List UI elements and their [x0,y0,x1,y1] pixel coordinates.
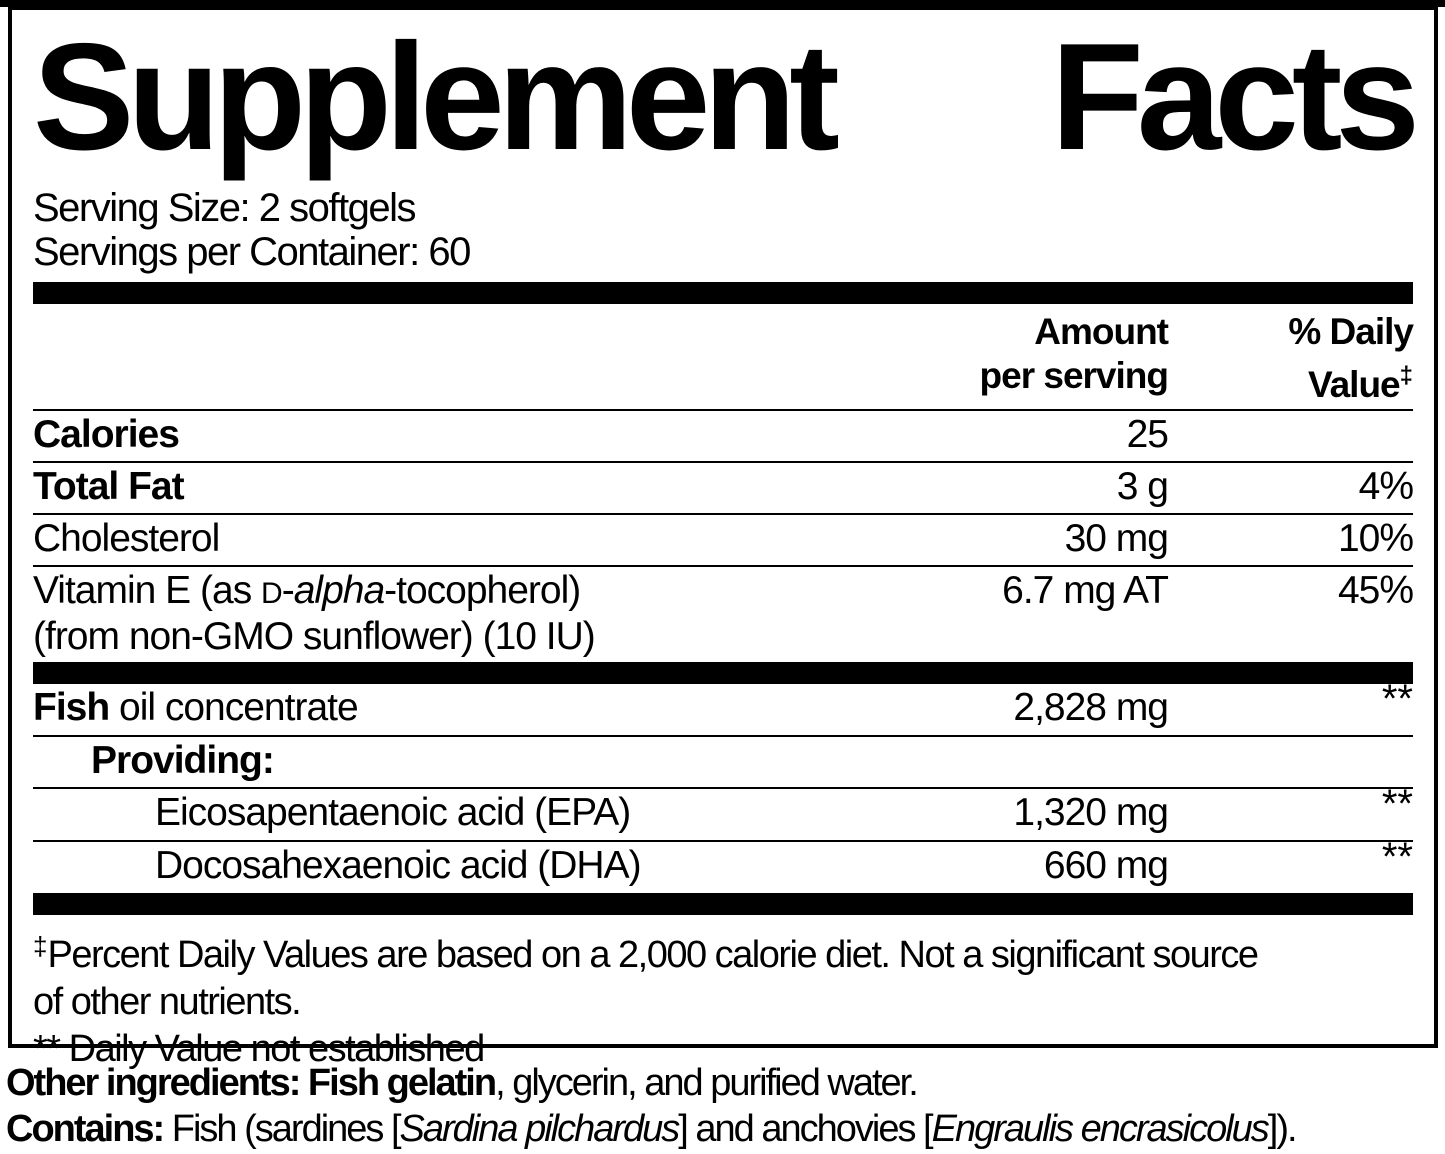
vitamin-e-line2: (from non-GMO sunflower) (10 IU) [33,615,595,658]
row-cholesterol [33,513,1413,565]
other-ingredients-line: Other ingredients: Fish gelatin, glycerin, and purified water. [6,1062,917,1104]
nutrient-dv [1168,677,1413,731]
contains-line: Contains: Fish (sardines [Sardina pilchardus] and anchovies [Engraulis encrasicolus]). [6,1108,1296,1150]
title-word-supplement: Supplement [33,12,833,182]
nutrient-name: Fish oil concentrate [33,686,358,729]
row-epa [33,782,1413,840]
serving-size-line: Serving Size: 2 softgels [33,186,415,230]
footnotes-block [33,915,1413,1073]
column-header-amount-line1: Amount [1034,311,1168,352]
column-header-dv-line2: Value‡ [1307,362,1413,405]
nutrient-amount: 1,320 mg [1013,791,1168,834]
footnote-daily-value-line2: of other nutrients. [33,981,301,1023]
nutrient-name: Total Fat [33,465,184,508]
alpha-italic: alpha [293,569,385,612]
vitamin-e-line1: Vitamin E (as D-alpha-tocopherol) [33,569,581,612]
nutrient-amount: 660 mg [1043,844,1168,887]
dagger-symbol: ‡ [1399,362,1413,389]
section-divider-bar [33,282,1413,304]
smallcap-d: D [261,577,282,610]
nutrient-name: Eicosapentaenoic acid (EPA) [155,791,631,834]
row-calories [33,409,1413,461]
species-name: Sardina pilchardus [399,1108,679,1150]
no-dv-asterisks: ** [1381,782,1413,826]
nutrient-name [33,569,858,658]
species-name: Engraulis encrasicolus [931,1108,1268,1150]
nutrient-name: Providing: [91,739,274,782]
row-total-fat [33,461,1413,513]
nutrient-name: Docosahexaenoic acid (DHA) [155,844,641,887]
nutrient-dv: 4% [1358,465,1413,508]
footnote-daily-value-line1: ‡Percent Daily Values are based on a 2,000 calorie diet. Not a significant source [33,931,1258,976]
nutrient-amount: 6.7 mg AT [1002,569,1168,612]
column-header-amount [858,310,1168,398]
nutrient-dv [1168,782,1413,836]
no-dv-asterisks: ** [1381,677,1413,721]
footnote-asterisk: ** Daily Value not established [33,1028,484,1070]
nutrient-name: Cholesterol [33,517,220,560]
nutrient-amount: 2,828 mg [1013,686,1168,729]
column-header-dv-line1: % Daily [1288,311,1413,352]
page-title [33,12,1413,182]
column-header-amount-line2: per serving [979,355,1168,396]
nutrient-amount: 3 g [1116,465,1168,508]
nutrient-name: Calories [33,413,179,456]
nutrient-amount: 30 mg [1064,517,1168,560]
title-word-facts: Facts [1050,12,1413,182]
row-vitamin-e [33,565,1413,662]
row-providing [33,735,1413,787]
row-fish-oil-concentrate [33,677,1413,735]
nutrient-dv: 45% [1337,569,1413,612]
dagger-symbol: ‡ [33,931,48,961]
other-ingredients-label: Other ingredients: [6,1062,300,1104]
nutrient-dv [1168,835,1413,889]
supplement-facts-label [8,6,1438,1070]
other-ingredients-emphasized: Fish gelatin [299,1062,496,1104]
nutrient-dv: 10% [1337,517,1413,560]
nutrient-amount: 25 [1126,413,1168,456]
contains-label: Contains: [6,1108,164,1150]
row-dha [33,835,1413,893]
servings-per-container-line: Servings per Container: 60 [33,230,470,274]
section-divider-bar [33,893,1413,915]
column-header-row [33,304,1413,409]
column-header-daily-value [1168,310,1413,407]
section-divider-bar [33,662,1413,684]
no-dv-asterisks: ** [1381,835,1413,879]
